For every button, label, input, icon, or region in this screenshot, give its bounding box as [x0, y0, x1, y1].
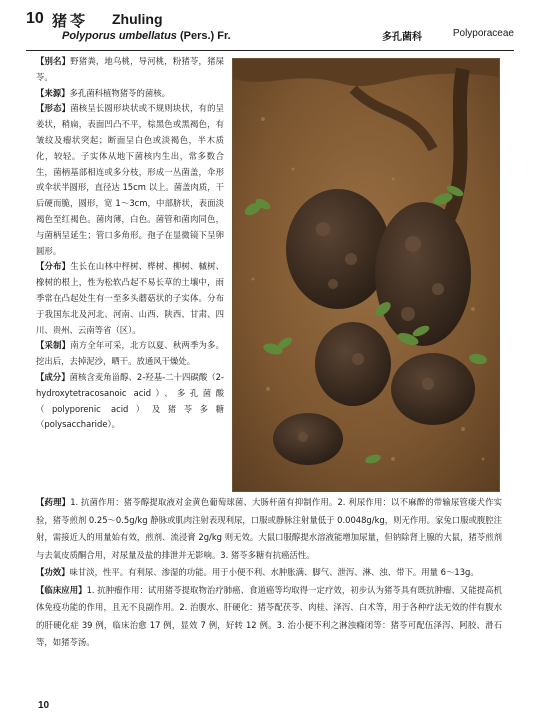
section-label: 【分布】 — [36, 261, 71, 272]
section-text: 菌核含麦角甾醇、2-羟基-二十四碳酸（2-hydroxytetracosanoic acid）、多孔菌酸（polyporenic acid）及猪苓多糖（polysaccharide）。 — [36, 371, 224, 430]
zhuling-specimen-photo — [232, 58, 500, 492]
section-label: 【别名】 — [36, 56, 71, 66]
section-text: 多孔菌科植物猪苓的菌核。 — [69, 87, 170, 98]
section-alias — [36, 54, 224, 86]
section-composition — [36, 370, 224, 433]
full-width-text — [36, 494, 502, 652]
section-label: 【药理】 — [36, 497, 71, 507]
section-source — [36, 86, 224, 102]
entry-title-chinese: 猪苓 — [52, 12, 89, 30]
section-label: 【成分】 — [36, 371, 70, 382]
specimen-photo-illustration — [233, 59, 499, 491]
family-latin: Polyporaceae — [452, 28, 514, 39]
section-label: 【形态】 — [36, 103, 71, 114]
header-divider — [26, 50, 514, 51]
latin-binomial: Polyporus umbellatus — [62, 30, 177, 42]
section-collection — [36, 338, 224, 370]
entry-number: 10 — [26, 10, 44, 27]
section-text: 野猪粪，地乌桃，导河桃，粉猪苓，猪屎苓。 — [36, 56, 225, 82]
section-label: 【来源】 — [36, 87, 70, 98]
section-label: 【功效】 — [36, 567, 70, 577]
page-header — [26, 10, 514, 48]
latin-name — [62, 30, 231, 42]
latin-author: (Pers.) Fr. — [179, 30, 231, 42]
section-label: 【临床应用】 — [36, 584, 87, 595]
section-morphology — [36, 101, 224, 259]
left-text-column — [36, 54, 224, 433]
section-text: 菌核呈长圆形块状或不规则块状，有的呈姜状，稍扁，表面凹凸不平，棕黑色或黑褐色，有皱纹及瘤状突起；断面呈白色或淡褐色，半木质化，较轻。子实体从地下菌核内生出，常多数合生，菌柄基部相连或多分枝，形成一丛菌盖，伞形或伞状半圆形，直径达 15cm 以上。菌盖肉质，干后硬而脆，圆形，宽 1～3cm，中部脐状，表面淡褐色至红褐色。菌肉薄，白色。菌管和菌肉同色，与菌柄呈延生；管口多角形。孢子在显微镜下呈卵圆形。 — [36, 103, 225, 256]
section-function — [36, 564, 502, 582]
section-text: 味甘淡，性平。有利尿、渗湿的功能。用于小便不利、水肿胀满、脚气、泄泻、淋、浊、带下。用量 6～13g。 — [69, 567, 479, 577]
section-pharmacology — [36, 494, 502, 564]
section-text: 生长在山林中枰树、桦树、柳树、槭树、橡树的根上，性为松软凸起不易长草的土壤中，雨季常在凸起处生有一至多头蘑菇状的子实体。分布于我国东北及河北、河南、山西、陕西、甘肃、四川、贵州、云南等省（区）。 — [36, 261, 225, 335]
page-number: 10 — [38, 700, 50, 711]
entry-title-pinyin: Zhuling — [112, 11, 163, 27]
section-text: 南方全年可采，北方以夏、秋两季为多。挖出后，去掉泥沙，晒干。放通风干燥处。 — [36, 340, 225, 367]
family-chinese: 多孔菌科 — [382, 32, 422, 43]
section-text: 1. 抗菌作用：猪苓醇提取液对金黄色葡萄球菌、大肠杆菌有抑制作用。2. 利尿作用：以不麻醉的带输尿管瘘犬作实验，猪苓煎剂 0.25～0.5g/kg 静脉或肌肉注射表现利尿，口服或静脉注射量低于 0.0048g/kg，则无作用。家兔口服或腹腔注射，需接近人的用量始有效，煎剂、流浸膏 2g/kg 则无效。大鼠口服醇提水溶液能增加尿量，但钠除肾上腺的大鼠，猪苓煎剂与去氧皮质酮合用，对尿量及盐的排泄并无影响。3. 猪苓多糖有抗癌活性。 — [36, 497, 502, 560]
section-label: 【采制】 — [36, 340, 71, 351]
section-text: 1. 抗肿瘤作用：试用猪苓提取物治疗肺癌、食道癌等均取得一定疗效，初步认为猪苓具有既抗肿瘤、又能提高机体免疫功能的作用，且无不良副作用。2. 治腹水、肝硬化：猪苓配茯苓、肉桂、泽泻、白术等，用于各种疗法无效的伴有腹水的肝硬化症 39 例，临床治愈 17 例，显效 7 例，好转 12 例。3. 治小便不利之淋浊癃闭等：猪苓可配伍泽泻、阿胶、滑石等，如猪苓汤。 — [36, 584, 502, 647]
section-clinical — [36, 582, 502, 652]
section-distribution — [36, 259, 224, 338]
